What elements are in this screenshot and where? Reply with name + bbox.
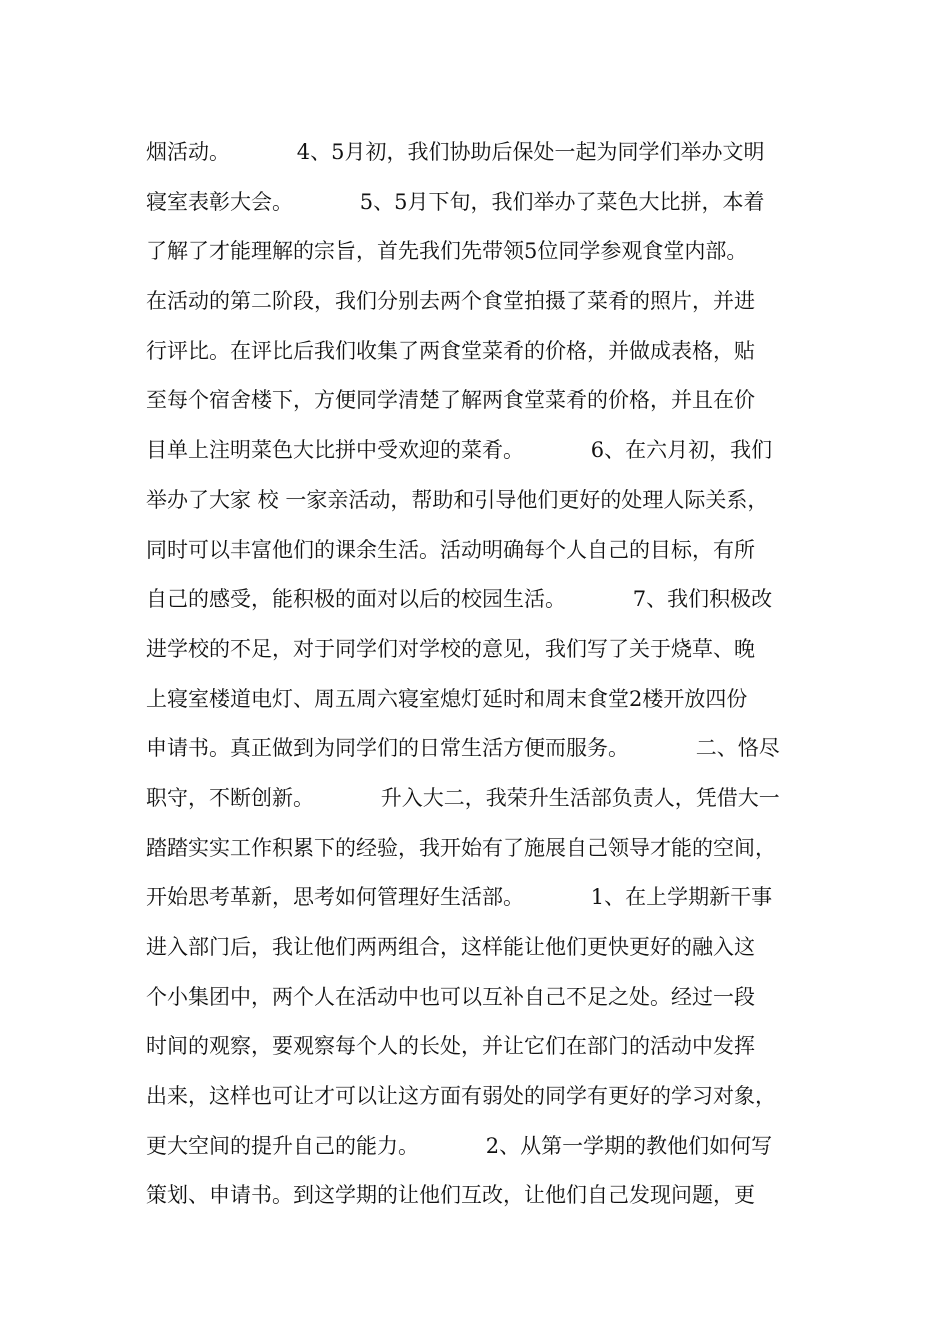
text-line: 开始思考革新，思考如何管理好生活部。 1、在上学期新干事 (146, 885, 773, 910)
text-line: 同时可以丰富他们的课余生活。活动明确每个人自己的目标，有所 (146, 537, 755, 562)
text-line: 烟活动。 4、5月初，我们协助后保处一起为同学们举办文明 (146, 140, 765, 164)
text-line: 行评比。在评比后我们收集了两食堂菜肴的价格，并做成表格，贴 (146, 338, 755, 363)
text-line: 申请书。真正做到为同学们的日常生活方便而服务。 二、恪尽 (146, 736, 780, 761)
text-line: 至每个宿舍楼下，方便同学清楚了解两食堂菜肴的价格，并且在价 (146, 388, 755, 413)
text-line: 上寝室楼道电灯、周五周六寝室熄灯延时和周末食堂2楼开放四份 (146, 686, 748, 711)
text-line: 自己的感受，能积极的面对以后的校园生活。 7、我们积极改 (146, 587, 773, 612)
text-line: 时间的观察，要观察每个人的长处，并让它们在部门的活动中发挥 (146, 1034, 755, 1059)
text-line: 在活动的第二阶段，我们分别去两个食堂拍摄了菜肴的照片，并进 (146, 289, 755, 314)
text-line: 职守，不断创新。 升入大二，我荣升生活部负责人，凭借大一 (146, 785, 780, 810)
text-line: 进学校的不足，对于同学们对学校的意见，我们写了关于烧草、晚 (146, 636, 755, 661)
text-line: 出来，这样也可让才可以让这方面有弱处的同学有更好的学习对象， (146, 1084, 776, 1109)
text-line: 寝室表彰大会。 5、5月下旬，我们举办了菜色大比拼，本着 (146, 189, 765, 214)
text-line: 目单上注明菜色大比拼中受欢迎的菜肴。 6、在六月初，我们 (146, 438, 773, 463)
text-line: 踏踏实实工作积累下的经验，我开始有了施展自己领导才能的空间， (146, 835, 776, 860)
body-text (146, 128, 816, 1221)
text-line: 个小集团中，两个人在活动中也可以互补自己不足之处。经过一段 (146, 984, 755, 1009)
text-line: 举办了大家 校 一家亲活动，帮助和引导他们更好的处理人际关系， (146, 487, 769, 512)
text-line: 了解了才能理解的宗旨，首先我们先带领5位同学参观食堂内部。 (146, 239, 748, 264)
text-line: 进入部门后，我让他们两两组合，这样能让他们更快更好的融入这 (146, 935, 755, 959)
text-line: 更大空间的提升自己的能力。 2、从第一学期的教他们如何写 (146, 1133, 773, 1158)
text-line: 策划、申请书。到这学期的让他们互改，让他们自己发现问题，更 (146, 1183, 755, 1208)
